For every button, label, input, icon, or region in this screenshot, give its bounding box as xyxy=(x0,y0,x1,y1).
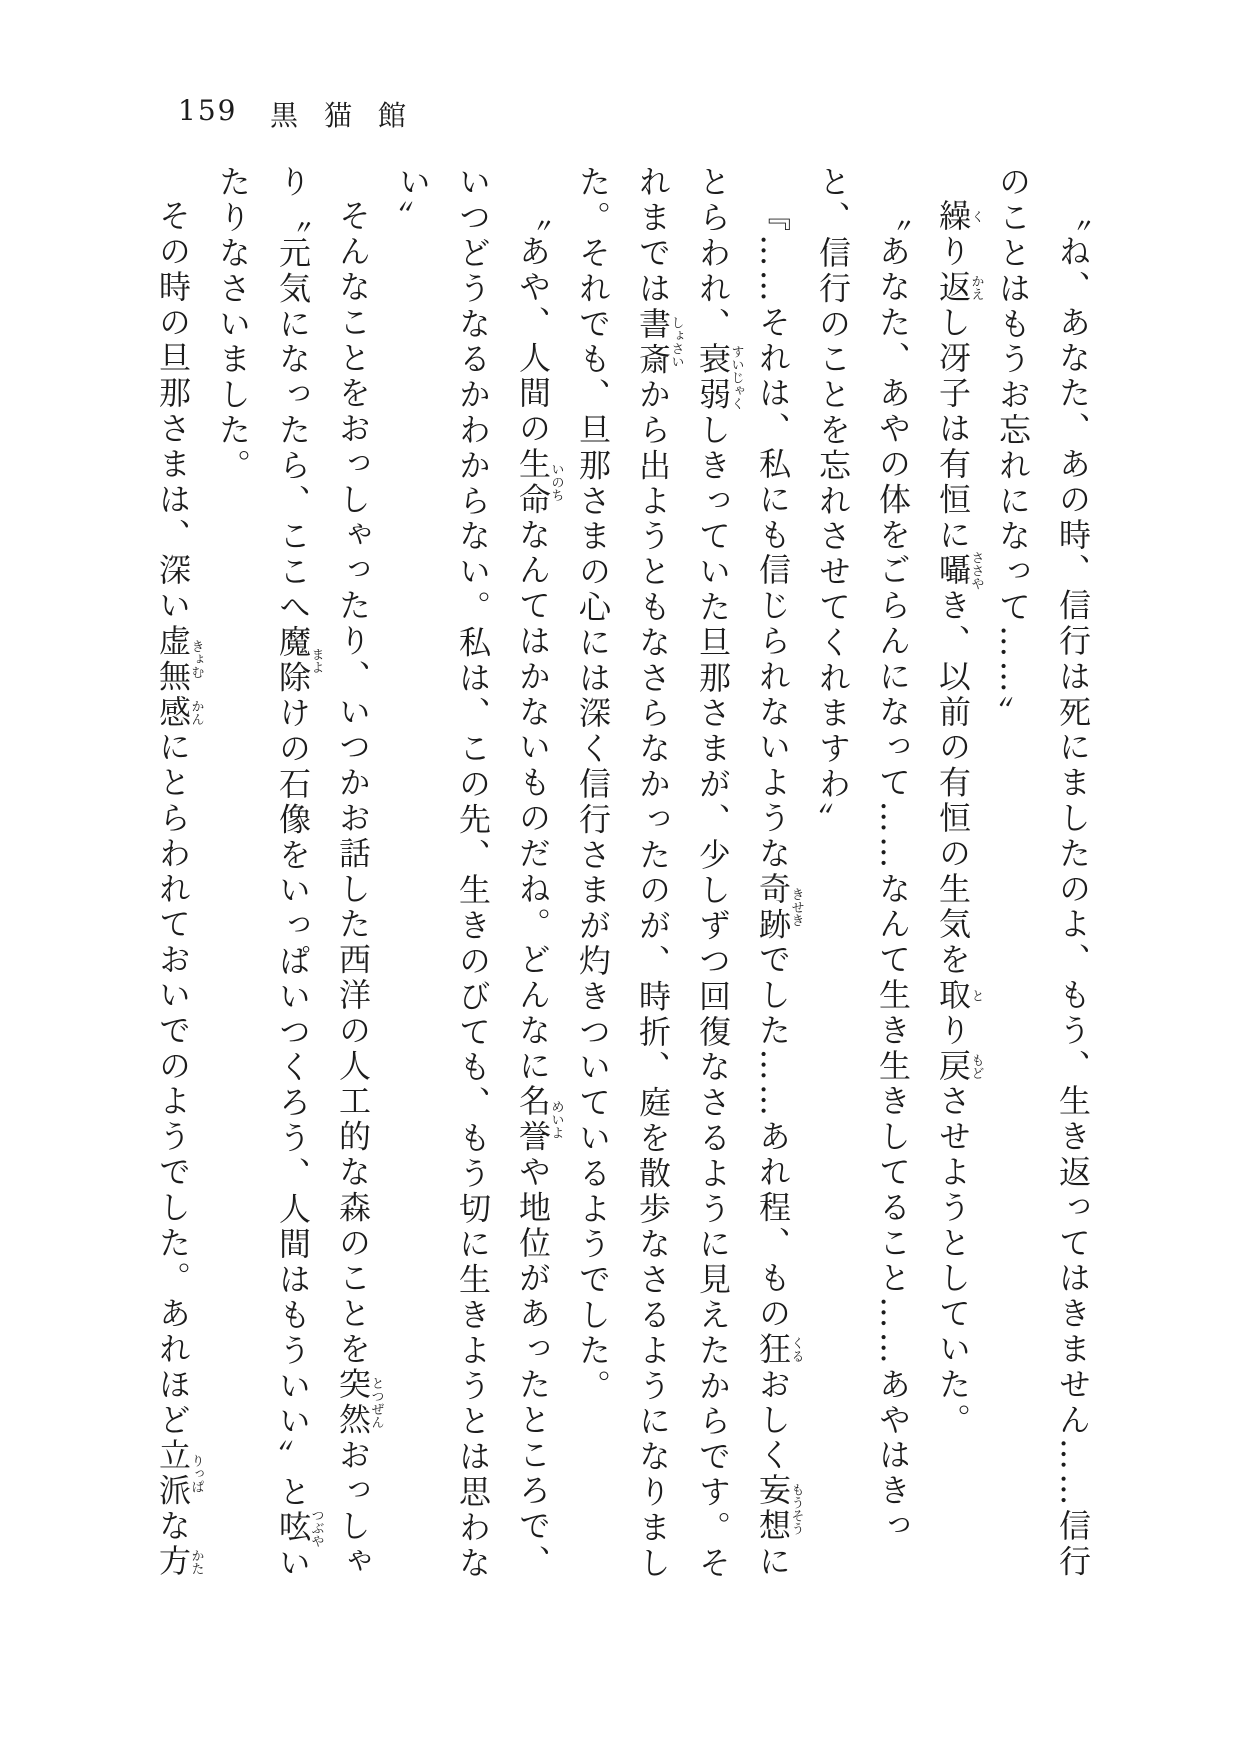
furigana: とつぜん xyxy=(368,1367,384,1439)
furigana: かえ xyxy=(968,269,984,306)
furigana: きせき xyxy=(788,871,804,943)
ruby-annotated-text: 名誉めいよ xyxy=(514,1084,564,1155)
running-title: 黒猫館 xyxy=(270,99,433,132)
furigana: と xyxy=(968,977,984,1014)
furigana: もど xyxy=(968,1048,984,1085)
furigana: めいよ xyxy=(548,1084,564,1155)
ruby-annotated-text: 返かえ xyxy=(934,269,984,306)
ruby-annotated-text: 奇跡きせき xyxy=(754,871,804,943)
vertical-text-block xyxy=(123,165,1103,1589)
ruby-annotated-text: 虚無きょむ xyxy=(154,623,204,695)
paragraph: 〝あや、人間の生命いのちなんてはかないものだね。どんなに名誉めいよや地位があったところで、いつどうなるかわからない。私は、この先、生きのびても、もう切に生きようとは思わない〟 xyxy=(394,165,564,1581)
ruby-annotated-text: 書斎しょさい xyxy=(634,306,684,378)
ruby-annotated-text: 衰弱すいじゃく xyxy=(694,342,744,413)
ruby-annotated-text: 囁ささや xyxy=(934,551,984,591)
furigana: つぶや xyxy=(308,1508,324,1548)
paragraph: その時の旦那さまは、深い虚無きょむ感かんにとらわれておいでのようでした。あれほど立派りっぱな方かた xyxy=(154,199,204,1580)
ruby-annotated-text: 生命いのち xyxy=(514,446,564,518)
ruby-annotated-text: 狂くる xyxy=(754,1331,804,1368)
paragraph: 繰くり返かえし冴子は有恒に囁ささやき、以前の有恒の生気を取とり戻もどさせようとしていた。 xyxy=(934,199,984,1439)
ruby-annotated-text: 呟つぶや xyxy=(274,1508,324,1548)
ruby-annotated-text: 立派りっぱ xyxy=(154,1438,204,1509)
ruby-annotated-text: 突然とつぜん xyxy=(334,1367,384,1439)
ruby-annotated-text: 感かん xyxy=(154,694,204,731)
furigana: くる xyxy=(788,1331,804,1368)
paragraph: 〝ね、あなた、あの時、信行は死にましたのよ、もう、生き返ってはきません……信行のことはもうお忘れになって……〟 xyxy=(994,165,1092,1580)
furigana: すいじゃく xyxy=(728,342,744,413)
ruby-annotated-text: 戻もど xyxy=(934,1048,984,1085)
ruby-annotated-text: 取と xyxy=(934,977,984,1014)
furigana: かた xyxy=(188,1544,204,1580)
furigana: かん xyxy=(188,694,204,731)
furigana: く xyxy=(968,199,984,235)
ruby-annotated-text: 繰く xyxy=(934,199,984,235)
furigana: いのち xyxy=(548,446,564,518)
furigana: きょむ xyxy=(188,623,204,695)
paragraph: 〝あなた、あやの体をごらんになって……なんて生き生きしてること……あやはきっと、信行のことを忘れさせてくれますわ〟 xyxy=(814,165,912,1545)
paragraph: 『……それは、私にも信じられないような奇跡きせきでした……あれ程、もの狂くるおしく妄想もうそうにとらわれ、衰弱すいじゃくしきっていた旦那さまが、少しずつ回復なさるように見えたからです。それまでは書斎しょさいから出ようともなさらなかったのが、時折、庭を散歩なさるようになりました。それでも、旦那さまの心には深く信行さまが灼きついているようでした。 xyxy=(574,165,804,1582)
ruby-annotated-text: 方かた xyxy=(154,1544,204,1580)
furigana: もうそう xyxy=(788,1473,804,1545)
furigana: まよ xyxy=(308,625,324,697)
paragraph: そんなことをおっしゃったり、いつかお話した西洋の人工的な森のことを突然とつぜんおっしゃり〝元気になったら、ここへ魔除まよけの石像をいっぱいつくろう、人間はもういい〟と呟つぶやいたりなさいました。 xyxy=(214,165,384,1582)
furigana: しょさい xyxy=(668,306,684,378)
ruby-annotated-text: 魔除まよ xyxy=(274,625,324,697)
ruby-annotated-text: 妄想もうそう xyxy=(754,1473,804,1545)
furigana: りっぱ xyxy=(188,1438,204,1509)
page-number: 159 xyxy=(178,94,238,127)
furigana: ささや xyxy=(968,551,984,591)
